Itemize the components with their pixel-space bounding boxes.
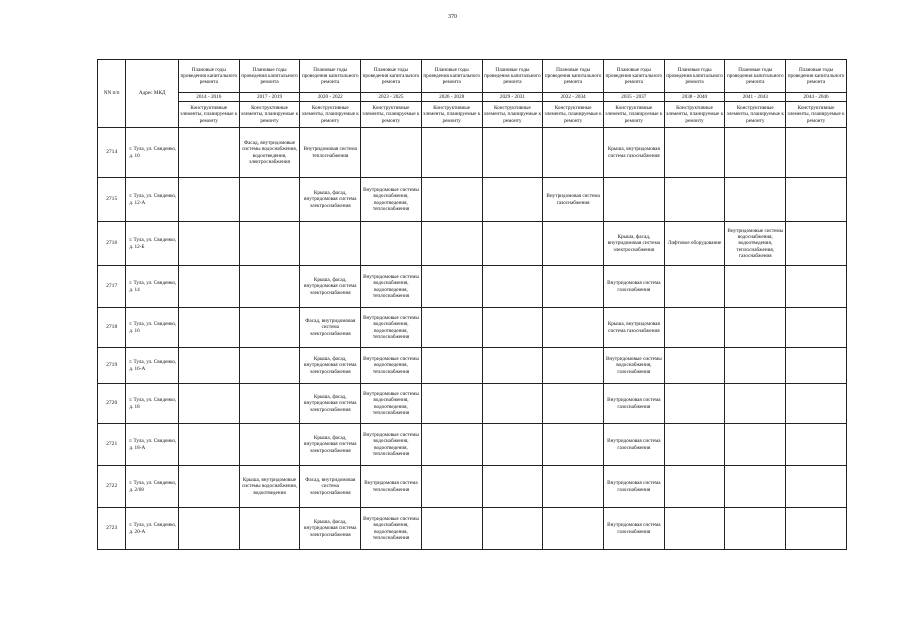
header-period-years: 2014 - 2016 (178, 93, 239, 102)
row-address: г. Тула, ул. Свиденко, д. 16-А (126, 348, 179, 384)
header-period-years: 2020 - 2022 (300, 93, 361, 102)
header-elements-label: Конструктивные элементы, планируемые к ремонту (603, 102, 664, 128)
period-cell (482, 308, 543, 348)
period-cell: Внутридомовая система газоснабжения (603, 384, 664, 424)
period-cell (482, 466, 543, 508)
header-period-label: Плановые годы проведения капитального ремонта (664, 60, 725, 93)
period-cell (543, 128, 604, 178)
period-cell: Внутридомовая система газоснабжения (603, 508, 664, 550)
period-cell (239, 178, 300, 222)
period-cell (786, 466, 847, 508)
period-cell (664, 348, 725, 384)
table-row (98, 128, 847, 178)
period-cell (664, 266, 725, 308)
period-cell (543, 222, 604, 266)
period-cell: Внутридомовые системы водоснабжения, водоотведения, теплоснабжения, газоснабжения (725, 222, 786, 266)
header-elements-label: Конструктивные элементы, планируемые к ремонту (725, 102, 786, 128)
header-period-years: 2041 - 2043 (725, 93, 786, 102)
header-period-label: Плановые годы проведения капитального ремонта (725, 60, 786, 93)
period-cell: Внутридомовая система теплоснабжения (300, 128, 361, 178)
period-cell (361, 128, 422, 178)
row-address: г. Тула, ул. Свиденко, д. 10 (126, 128, 179, 178)
period-cell (725, 384, 786, 424)
period-cell (725, 308, 786, 348)
period-cell (178, 266, 239, 308)
period-cell (239, 508, 300, 550)
period-cell (725, 348, 786, 384)
period-cell: Внутридомовые системы водоснабжения, водоотведения, теплоснабжения (361, 424, 422, 466)
header-period-label: Плановые годы проведения капитального ремонта (603, 60, 664, 93)
table-row (98, 222, 847, 266)
period-cell (239, 266, 300, 308)
row-number: 2718 (98, 308, 126, 348)
period-cell (178, 466, 239, 508)
row-number: 2717 (98, 266, 126, 308)
period-cell (178, 128, 239, 178)
period-cell (178, 308, 239, 348)
period-cell: Крыша, фасад, внутридомовая система электроснабжения (603, 222, 664, 266)
row-number: 2721 (98, 424, 126, 466)
period-cell (543, 266, 604, 308)
header-period-years: 2035 - 2037 (603, 93, 664, 102)
header-address: Адрес МКД (126, 60, 179, 128)
header-period-label: Плановые годы проведения капитального ремонта (482, 60, 543, 93)
period-cell (482, 178, 543, 222)
period-cell: Лифтовое оборудование (664, 222, 725, 266)
period-cell: Крыша, внутридомовая система газоснабжения (603, 308, 664, 348)
period-cell (178, 348, 239, 384)
period-cell (725, 266, 786, 308)
period-cell (603, 178, 664, 222)
period-cell: Внутридомовая система газоснабжения (603, 266, 664, 308)
period-cell (725, 424, 786, 466)
header-period-years: 2029 - 2031 (482, 93, 543, 102)
period-cell (725, 508, 786, 550)
period-cell: Внутридомовая система газоснабжения (603, 466, 664, 508)
row-address: г. Тула, ул. Свиденко, д. 2/68 (126, 466, 179, 508)
period-cell (421, 222, 482, 266)
table-row (98, 466, 847, 508)
period-cell (664, 308, 725, 348)
header-period-years: 2026 - 2028 (421, 93, 482, 102)
period-cell (664, 508, 725, 550)
period-cell (421, 466, 482, 508)
row-number: 2716 (98, 222, 126, 266)
table-row (98, 384, 847, 424)
table-body (98, 128, 847, 550)
header-elements-label: Конструктивные элементы, планируемые к ремонту (482, 102, 543, 128)
period-cell: Крыша, фасад, внутридомовая система электроснабжения (300, 266, 361, 308)
period-cell: Внутридомовые системы водоснабжения, водоотведения, теплоснабжения (361, 508, 422, 550)
period-cell (178, 222, 239, 266)
row-number: 2720 (98, 384, 126, 424)
period-cell (482, 384, 543, 424)
table-row (98, 508, 847, 550)
row-address: г. Тула, ул. Свиденко, д. 14 (126, 266, 179, 308)
period-cell (239, 384, 300, 424)
header-period-label: Плановые годы проведения капитального ремонта (178, 60, 239, 93)
header-period-years: 2038 - 2040 (664, 93, 725, 102)
period-cell: Крыша, фасад, внутридомовая система электроснабжения (300, 178, 361, 222)
period-cell (178, 424, 239, 466)
header-elements-label: Конструктивные элементы, планируемые к ремонту (300, 102, 361, 128)
period-cell (543, 466, 604, 508)
header-num: NN п/п (98, 60, 126, 128)
period-cell (239, 348, 300, 384)
period-cell (543, 384, 604, 424)
period-cell: Внутридомовые системы водоснабжения, водоотведения, теплоснабжения (361, 384, 422, 424)
period-cell (543, 308, 604, 348)
period-cell: Крыша, фасад, внутридомовая система электроснабжения (300, 508, 361, 550)
header-elements-label: Конструктивные элементы, планируемые к ремонту (664, 102, 725, 128)
period-cell: Крыша, внутридомовая система газоснабжения (603, 128, 664, 178)
period-cell: Внутридомовая система газоснабжения (543, 178, 604, 222)
period-cell (361, 222, 422, 266)
row-address: г. Тула, ул. Свиденко, д. 18-А (126, 424, 179, 466)
row-address: г. Тула, ул. Свиденко, д. 12-Б (126, 222, 179, 266)
header-period-years: 2044 - 2046 (786, 93, 847, 102)
period-cell (421, 178, 482, 222)
header-elements-label: Конструктивные элементы, планируемые к ремонту (421, 102, 482, 128)
period-cell (421, 508, 482, 550)
header-elements-label: Конструктивные элементы, планируемые к ремонту (361, 102, 422, 128)
period-cell (239, 424, 300, 466)
period-cell (725, 178, 786, 222)
period-cell (178, 508, 239, 550)
period-cell (664, 466, 725, 508)
table-row (98, 308, 847, 348)
table-row (98, 178, 847, 222)
row-address: г. Тула, ул. Свиденко, д. 20-А (126, 508, 179, 550)
period-cell: Внутридомовые системы водоотведения, теплоснабжения (361, 348, 422, 384)
period-cell (482, 424, 543, 466)
table-row (98, 424, 847, 466)
period-cell: Крыша, фасад, внутридомовая система электроснабжения (300, 424, 361, 466)
header-period-years: 2017 - 2019 (239, 93, 300, 102)
period-cell: Внутридомовая система теплоснабжения (361, 466, 422, 508)
period-cell: Крыша, внутридомовые системы водоснабжения, водоотведения (239, 466, 300, 508)
header-period-years: 2023 - 2025 (361, 93, 422, 102)
period-cell (786, 348, 847, 384)
period-cell (725, 128, 786, 178)
period-cell (482, 508, 543, 550)
period-cell (664, 384, 725, 424)
period-cell (239, 222, 300, 266)
table-row (98, 348, 847, 384)
row-address: г. Тула, ул. Свиденко, д. 16 (126, 308, 179, 348)
header-elements-label: Конструктивные элементы, планируемые к ремонту (239, 102, 300, 128)
period-cell (482, 348, 543, 384)
period-cell (178, 384, 239, 424)
period-cell (543, 508, 604, 550)
period-cell: Внутридомовые системы водоснабжения, водоотведения, теплоснабжения (361, 308, 422, 348)
period-cell: Фасад, внутридомовая система электроснабжения (300, 466, 361, 508)
period-cell (421, 128, 482, 178)
page-number: 370 (448, 14, 457, 20)
period-cell (421, 266, 482, 308)
period-cell (786, 266, 847, 308)
header-period-label: Плановые годы проведения капитального ремонта (786, 60, 847, 93)
period-cell (178, 178, 239, 222)
period-cell (786, 178, 847, 222)
table-row (98, 266, 847, 308)
period-cell (421, 308, 482, 348)
row-number: 2715 (98, 178, 126, 222)
period-cell: Внутридомовые системы водоснабжения, водоотведения, теплоснабжения (361, 266, 422, 308)
header-period-years: 2032 - 2034 (543, 93, 604, 102)
period-cell (664, 178, 725, 222)
period-cell (421, 424, 482, 466)
period-cell (239, 308, 300, 348)
period-cell (482, 128, 543, 178)
period-cell (421, 348, 482, 384)
period-cell (786, 508, 847, 550)
row-number: 2714 (98, 128, 126, 178)
period-cell (786, 384, 847, 424)
period-cell (786, 222, 847, 266)
period-cell: Внутридомовые системы водоснабжения, водоотведения, теплоснабжения (361, 178, 422, 222)
period-cell (421, 384, 482, 424)
period-cell: Крыша, фасад, внутридомовая система электроснабжения (300, 384, 361, 424)
header-elements-label: Конструктивные элементы, планируемые к ремонту (786, 102, 847, 128)
repair-schedule-table (97, 59, 847, 550)
period-cell (786, 128, 847, 178)
period-cell (482, 266, 543, 308)
period-cell: Крыша, фасад, внутридомовая система электроснабжения (300, 348, 361, 384)
row-number: 2722 (98, 466, 126, 508)
period-cell (786, 308, 847, 348)
header-elements-label: Конструктивные элементы, планируемые к ремонту (543, 102, 604, 128)
header-period-label: Плановые годы проведения капитального ремонта (300, 60, 361, 93)
header-period-label: Плановые годы проведения капитального ремонта (421, 60, 482, 93)
header-elements-label: Конструктивные элементы, планируемые к ремонту (178, 102, 239, 128)
period-cell (664, 128, 725, 178)
period-cell: Фасад, внутридомовые системы водоснабжения, водоотведения, электроснабжения (239, 128, 300, 178)
row-number: 2723 (98, 508, 126, 550)
period-cell (786, 424, 847, 466)
row-address: г. Тула, ул. Свиденко, д. 18 (126, 384, 179, 424)
period-cell (543, 348, 604, 384)
header-period-label: Плановые годы проведения капитального ремонта (543, 60, 604, 93)
period-cell: Внутридомовая система газоснабжения (603, 424, 664, 466)
period-cell (664, 424, 725, 466)
period-cell (482, 222, 543, 266)
row-address: г. Тула, ул. Свиденко, д. 12-А (126, 178, 179, 222)
period-cell: Внутридомовые системы водоснабжения, газоснабжения (603, 348, 664, 384)
period-cell (725, 466, 786, 508)
period-cell (300, 222, 361, 266)
period-cell (543, 424, 604, 466)
header-period-label: Плановые годы проведения капитального ремонта (239, 60, 300, 93)
row-number: 2719 (98, 348, 126, 384)
table-header (98, 60, 847, 128)
period-cell: Фасад, внутридомовая система электроснабжения (300, 308, 361, 348)
header-period-label: Плановые годы проведения капитального ремонта (361, 60, 422, 93)
